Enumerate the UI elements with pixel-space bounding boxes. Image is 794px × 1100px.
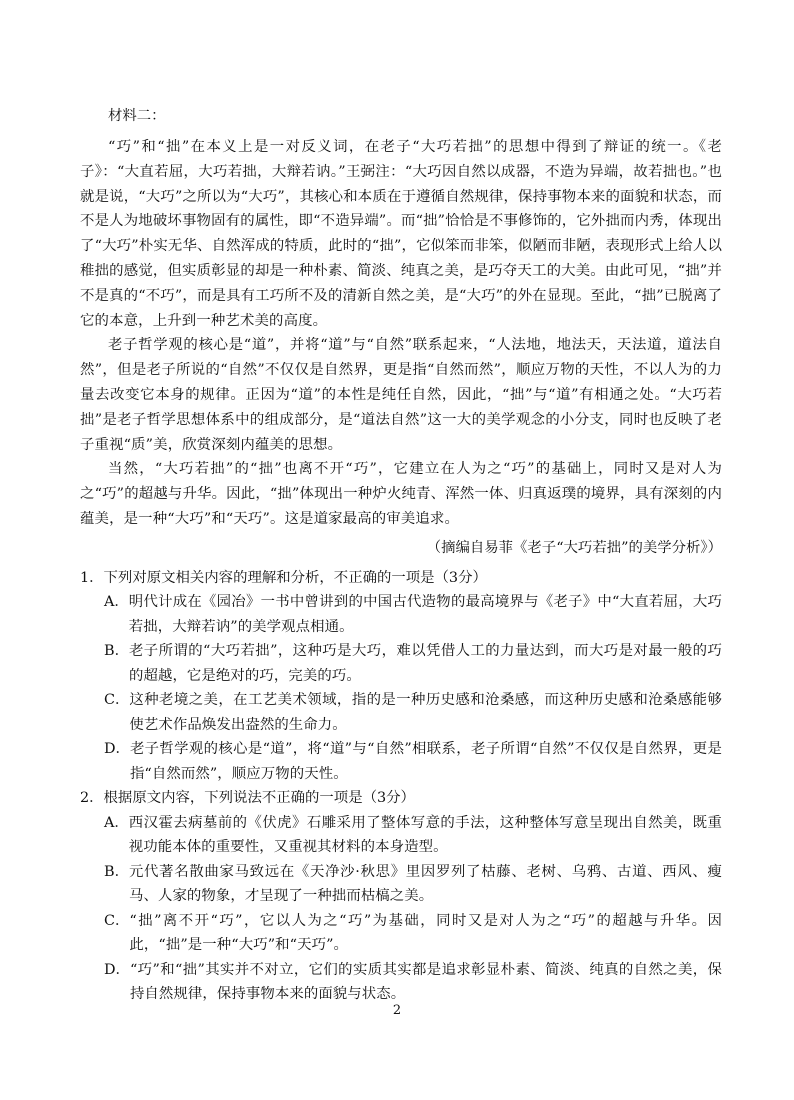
option-text: 这种老境之美，在工艺美术领域，指的是一种历史感和沧桑感，而这种历史感和沧桑感能够使艺术作品焕发出盎然的生命力。 <box>129 692 722 733</box>
material-paragraph-2: 老子哲学观的核心是“道”，并将“道”与“自然”联系起来，“人法地，地法天，天法道，道法自然”，但是老子所说的“自然”不仅仅是自然界，更是指“自然而然”，顺应万物的天性，不以人为的力量去改变它本身的规律。正因为“道”的本性是纯任自然，因此，“拙”与“道”有相通之处。“大巧若拙”是老子哲学思想体系中的组成部分，是“道法自然”这一大的美学观念的小分支，同时也反映了老子重视“质”美，欣赏深刻内蕴美的思想。 <box>80 337 722 453</box>
option-text: 明代计成在《园冶》一书中曾讲到的中国古代造物的最高境界与《老子》中“大直若屈，大巧若拙，大辩若讷”的美学观点相通。 <box>128 594 722 635</box>
question-1-stem: 1．下列对原文相关内容的理解和分析，不正确的一项是（3分） <box>80 569 487 586</box>
question-1-option-b <box>80 639 722 688</box>
option-letter: A． <box>104 594 129 611</box>
option-letter: D． <box>104 741 130 758</box>
page-number: 2 <box>392 1003 402 1018</box>
question-2-option-b <box>80 860 722 909</box>
option-letter: B． <box>104 643 129 660</box>
option-letter: D． <box>104 961 130 978</box>
option-text: 老子所谓的“大巧若拙”，这种巧是大巧，难以凭借人工的力量达到，而大巧是对最一般的巧的超越，它是绝对的巧，完美的巧。 <box>128 643 722 684</box>
option-text: 元代著名散曲家马致远在《天净沙·秋思》里因罗列了枯藤、老树、乌鸦、古道、西风、瘦马、人家的物象，才呈现了一种拙而枯槁之美。 <box>128 863 722 905</box>
question-2-option-c <box>80 909 722 958</box>
option-text: “拙”离不开“巧”，它以人为之“巧”为基础，同时又是对人为之“巧”的超越与升华。因此，“拙”是一种“大巧”和“天巧”。 <box>129 912 722 954</box>
option-letter: C． <box>104 692 130 709</box>
option-letter: C． <box>104 912 130 929</box>
question-2-stem: 2．根据原文内容，下列说法不正确的一项是（3分） <box>80 790 415 807</box>
question-1-option-d <box>80 737 722 786</box>
material-source-citation: （摘编自易菲《老子“大巧若拙”的美学分析》） <box>426 539 722 556</box>
question-1-option-a <box>80 590 722 639</box>
option-text: 西汉霍去病墓前的《伏虎》石雕采用了整体写意的手法，这种整体写意呈现出自然美，既重视功能本体的重要性，又重视其材料的本身造型。 <box>128 814 722 856</box>
option-text: 老子哲学观的核心是“道”，将“道”与“自然”相联系，老子所谓“自然”不仅仅是自然界，更是指“自然而然”，顺应万物的天性。 <box>129 741 722 782</box>
material-paragraph-3: 当然，“大巧若拙”的“拙”也离不开“巧”，它建立在人为之“巧”的基础上，同时又是对人为之“巧”的超越与升华。因此，“拙”体现出一种炉火纯青、浑然一体、归真返璞的境界，具有深刻的内蕴美，是一种“大巧”和“天巧”。这是道家最高的审美追求。 <box>80 461 722 527</box>
question-2-option-a <box>80 811 722 860</box>
question-1 <box>80 566 722 787</box>
option-letter: A． <box>104 814 129 831</box>
material-paragraph-1: “巧”和“拙”在本义上是一对反义词，在老子“大巧若拙”的思想中得到了辩证的统一。《老子》：“大直若屈，大巧若拙，大辩若讷。”王弼注：“大巧因自然以成器，不造为异端，故若拙也。”也就是说，“大巧”之所以为“大巧”，其核心和本质在于遵循自然规律，保持事物本来的面貌和状态，而不是人为地破坏事物固有的属性，即“不造异端”。而“拙”恰恰是不事修饰的，它外拙而内秀，体现出了“大巧”朴实无华、自然浑成的特质，此时的“拙”，它似笨而非笨，似陋而非陋，表现形式上给人以稚拙的感觉，但实质彰显的却是一种朴素、简淡、纯真之美，是巧夺天工的大美。由此可见，“拙”并不是真的“不巧”，而是具有工巧所不及的清新自然之美，是“大巧”的外在显现。至此，“拙”已脱离了它的本意，上升到一种艺术美的高度。 <box>80 139 722 329</box>
question-2-option-d <box>80 958 722 1007</box>
option-letter: B． <box>104 863 129 880</box>
material-heading: 材料二： <box>108 108 166 124</box>
question-2 <box>80 786 722 1007</box>
question-1-option-c <box>80 688 722 737</box>
option-text: “巧”和“拙”其实并不对立，它们的实质其实都是追求彰显朴素、简淡、纯真的自然之美，保持自然规律，保持事物本来的面貌与状态。 <box>129 961 722 1003</box>
